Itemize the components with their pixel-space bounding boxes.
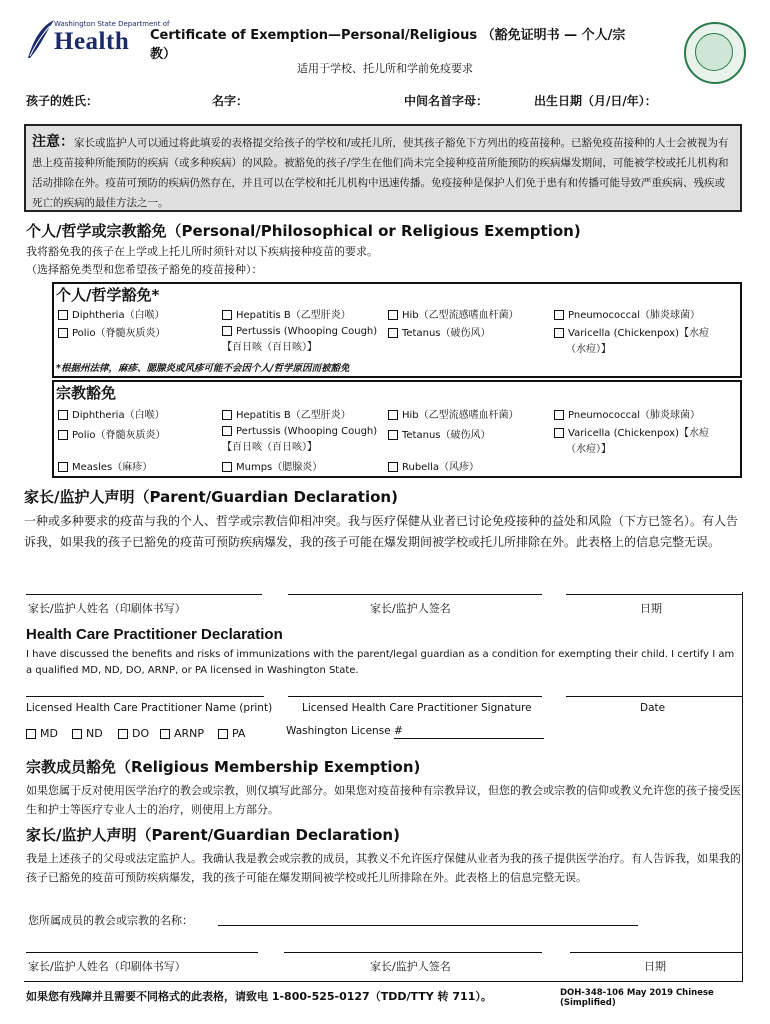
license-label: Washington License #	[286, 725, 403, 737]
footer-form-number: DOH-348-106 May 2019 Chinese (Simplified)	[560, 988, 714, 1008]
footer-accessibility-note: 如果您有残障并且需要不同格式的此表格，请致电 1-800-525-0127（TDD/TTY 转 711）。	[26, 990, 492, 1003]
personal-hepb-checkbox[interactable]: Hepatitis B（乙型肝炎）	[222, 308, 351, 324]
personal-pneumococcal-checkbox[interactable]: Pneumococcal（肺炎球菌）	[554, 308, 700, 324]
doh-logo	[24, 18, 170, 64]
hcp-date-line[interactable]	[566, 696, 742, 697]
parent-declaration-1-text: 一种或多种要求的疫苗与我的个人、哲学或宗教信仰相冲突。我与医疗保健从业者已讨论免疫接种的益处和风险（下方已签名）。有人告诉我，如果我的孩子已豁免的疫苗可预防疾病爆发，我的孩子可能在爆发期间被学校或托儿所排除在外。此表格上的信息完整无误。	[24, 514, 739, 549]
state-seal-icon	[684, 22, 746, 84]
parent-signature-label-1: 家长/监护人签名	[370, 602, 451, 615]
church-label: 您所属成员的教会或宗教的名称：	[28, 914, 193, 927]
credential-nd-checkbox[interactable]: ND	[72, 726, 103, 742]
church-name-line[interactable]	[218, 925, 638, 926]
personal-box-title: 个人/哲学豁免*	[56, 286, 160, 304]
parent-name-line-2[interactable]	[26, 952, 258, 953]
notice-text: 家长或监护人可以通过将此填妥的表格提交给孩子的学校和/或托儿所，使其孩子豁免下方列出的疫苗接种。已豁免疫苗接种的人士会被视为有患上疫苗接种所能预防的疾病（或多种疾病）的风险。被豁免的孩子/学生在他们尚未完全接种疫苗所能预防的疾病爆发期间，可能被学校或托儿机构和活动排除在外。疫苗可预防的疾病仍然存在，并且可以在学校和托儿机构中迅速传播。免疫接种是保护人们免于患有和传播可能导致严重疾病、残疾或死亡的疾病的最佳方法之一。	[32, 137, 729, 209]
credential-pa-checkbox[interactable]: PA	[218, 726, 245, 742]
religious-varicella-checkbox[interactable]: Varicella (Chickenpox)【水痘 （水痘）】	[554, 426, 709, 458]
parent-name-label-2: 家长/监护人姓名（印刷体书写）	[28, 960, 186, 973]
parent-signature-line-1[interactable]	[288, 594, 542, 595]
personal-polio-checkbox[interactable]: Polio（脊髓灰质炎）	[58, 326, 165, 342]
date-label-2: 日期	[644, 960, 666, 973]
parent-signature-label-2: 家长/监护人签名	[370, 960, 451, 973]
personal-exemption-box	[52, 282, 742, 378]
personal-pertussis-checkbox[interactable]: Pertussis (Whooping Cough) 【百日咳（百日咳）】	[222, 326, 378, 353]
hcp-name-label: Licensed Health Care Practitioner Name (print)	[26, 702, 273, 714]
religious-measles-checkbox[interactable]: Measles（麻疹）	[58, 460, 152, 476]
notice-box	[24, 124, 742, 212]
exemption-section	[26, 220, 746, 279]
hcp-name-line[interactable]	[26, 696, 264, 697]
hcp-declaration	[26, 626, 742, 679]
hcp-heading: Health Care Practitioner Declaration	[26, 626, 283, 643]
child-middle-initial-label: 中间名首字母：	[404, 94, 489, 108]
parent-declaration-1-heading: 家长/监护人声明（Parent/Guardian Declaration)	[24, 488, 398, 506]
credential-arnp-checkbox[interactable]: ARNP	[160, 726, 204, 742]
religious-diphtheria-checkbox[interactable]: Diphtheria（白喉）	[58, 408, 165, 424]
religious-membership-text: 如果您属于反对使用医学治疗的教会或宗教，则仅填写此部分。如果您对疫苗接种有宗教异议，但您的教会或宗教的信仰或教义允许您的孩子接受医生和护士等医疗专业人士的治疗，则使用上方部分。	[26, 784, 741, 816]
hcp-date-label: Date	[640, 702, 666, 714]
exemption-line-1: 我将豁免我的孩子在上学或上托儿所时须针对以下疾病接种疫苗的要求。	[26, 245, 378, 258]
date-label-1: 日期	[640, 602, 662, 615]
right-border-line	[742, 592, 743, 982]
hcp-signature-label: Licensed Health Care Practitioner Signature	[302, 702, 532, 714]
date-line-2[interactable]	[570, 952, 742, 953]
license-number-line[interactable]	[394, 738, 544, 739]
logo-health-text: Health	[54, 28, 130, 55]
parent-signature-line-2[interactable]	[284, 952, 542, 953]
parent-name-line-1[interactable]	[26, 594, 262, 595]
feather-icon	[24, 18, 56, 62]
religious-hepb-checkbox[interactable]: Hepatitis B（乙型肝炎）	[222, 408, 351, 424]
personal-varicella-checkbox[interactable]: Varicella (Chickenpox)【水痘 （水痘）】	[554, 326, 709, 358]
religious-rubella-checkbox[interactable]: Rubella（风疹）	[388, 460, 479, 476]
hcp-signature-line[interactable]	[288, 696, 542, 697]
logo-small-text: Washington State Department of	[54, 20, 170, 28]
child-last-name-label: 孩子的姓氏：	[26, 94, 99, 108]
child-first-name-label: 名字：	[212, 94, 249, 108]
religious-box-title: 宗教豁免	[56, 384, 117, 402]
religious-membership-heading: 宗教成员豁免（Religious Membership Exemption)	[26, 758, 421, 776]
hcp-text: I have discussed the benefits and risks of immunizations with the parent/legal guardian as a condition for exempting their child. I certify I am a qualified MD, ND, DO, ARNP, or PA licensed in Washington State.	[26, 649, 735, 676]
religious-exemption-box	[52, 380, 742, 478]
parent-name-label-1: 家长/监护人姓名（印刷体书写）	[28, 602, 186, 615]
exemption-heading: 个人/哲学或宗教豁免（Personal/Philosophical or Religious Exemption)	[26, 222, 581, 240]
personal-box-note: *根据州法律，麻疹、腮腺炎或风疹可能不会因个人/哲学原因而被豁免	[56, 363, 350, 374]
personal-tetanus-checkbox[interactable]: Tetanus（破伤风）	[388, 326, 491, 342]
religious-membership	[26, 756, 742, 819]
page-title: Certificate of Exemption—Personal/Religious （豁免证明书 — 个人/宗教）	[150, 28, 626, 62]
religious-tetanus-checkbox[interactable]: Tetanus（破伤风）	[388, 428, 491, 444]
personal-diphtheria-checkbox[interactable]: Diphtheria（白喉）	[58, 308, 165, 324]
credential-md-checkbox[interactable]: MD	[26, 726, 58, 742]
religious-pertussis-checkbox[interactable]: Pertussis (Whooping Cough) 【百日咳（百日咳）】	[222, 426, 378, 453]
child-info-row	[26, 92, 746, 114]
parent-declaration-2-heading: 家长/监护人声明（Parent/Guardian Declaration)	[26, 826, 400, 844]
parent-declaration-2-text: 我是上述孩子的父母或法定监护人。我确认我是教会或宗教的成员，其教义不允许医疗保健从业者为我的孩子提供医学治疗。有人告诉我，如果我的孩子已豁免的疫苗可预防疾病爆发，我的孩子可能在爆发期间被学校或托儿所排除在外。此表格上的信息完整无误。	[26, 852, 741, 884]
parent-declaration-2	[26, 824, 742, 887]
parent-declaration-1	[24, 486, 742, 553]
date-line-1[interactable]	[566, 594, 742, 595]
religious-polio-checkbox[interactable]: Polio（脊髓灰质炎）	[58, 428, 165, 444]
exemption-line-2: （选择豁免类型和您希望孩子豁免的疫苗接种）：	[26, 263, 263, 276]
credential-do-checkbox[interactable]: DO	[118, 726, 149, 742]
notice-label: 注意：	[32, 134, 74, 150]
bottom-border-line	[24, 981, 742, 982]
religious-hib-checkbox[interactable]: Hib（乙型流感嗜血杆菌）	[388, 408, 519, 424]
personal-hib-checkbox[interactable]: Hib（乙型流感嗜血杆菌）	[388, 308, 519, 324]
religious-mumps-checkbox[interactable]: Mumps（腮腺炎）	[222, 460, 322, 476]
religious-pneumococcal-checkbox[interactable]: Pneumococcal（肺炎球菌）	[554, 408, 700, 424]
child-birth-date-label: 出生日期（月/日/年）：	[534, 94, 657, 108]
page-subtitle: 适用于学校、托儿所和学前免疫要求	[297, 62, 473, 75]
